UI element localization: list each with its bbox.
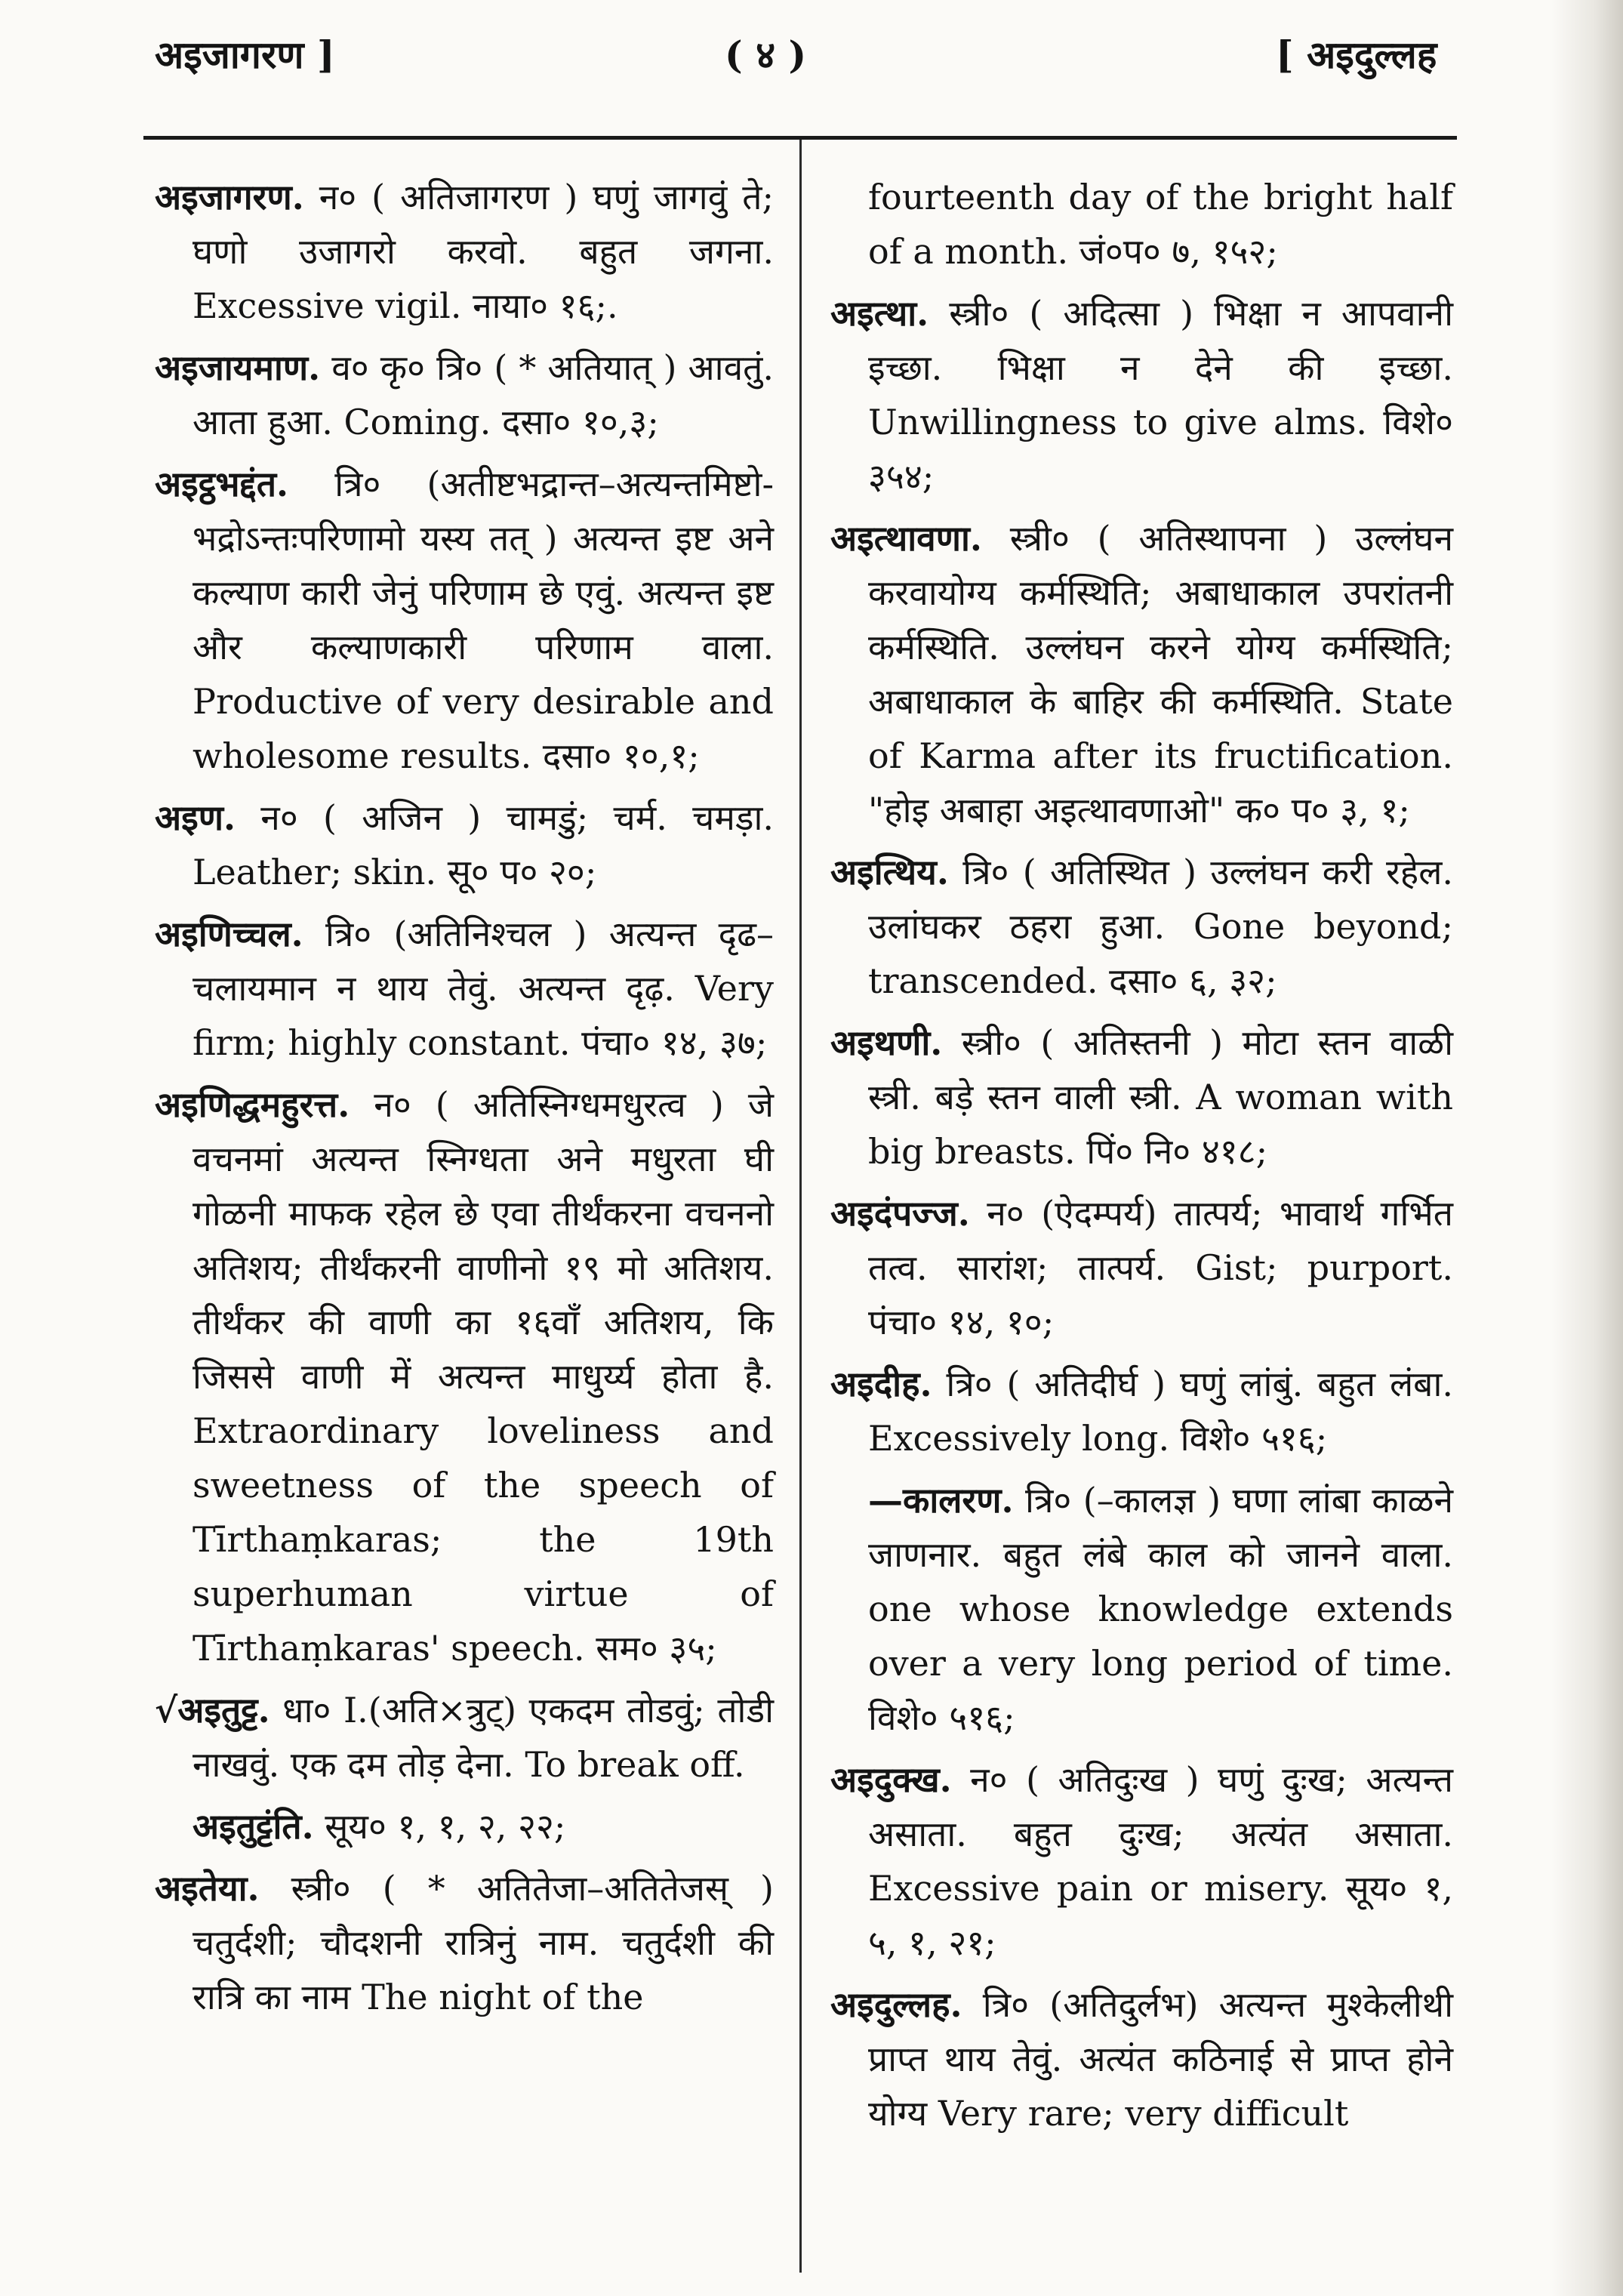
headword: अइत्थिय.: [830, 852, 949, 892]
definition: न० ( अतिदुःख ) घणुं दुःख; अत्यन्त असाता. बहुत दुःख; अत्यंत असाता. Excessive pain or misery. सूय० १, ५, १, २१;: [868, 1759, 1453, 1963]
definition: त्रि० ( अतिदीर्घ ) घणुं लांबुं. बहुत लंबा. Excessively long. विशे० ५१६;: [868, 1364, 1453, 1459]
definition: स्त्री० ( अतिस्थापना ) उल्लंघन करवायोग्य कर्मस्थिति; अबाधाकाल उपरांतनी कर्मस्थिति. उल्लंघन करने योग्य कर्मस्थिति; अबाधाकाल के बाहिर की कर्मस्थिति. State of Karma after its fructification. "होइ अबाहा अइत्थावणाओ" क० प० ३, १;: [868, 518, 1453, 831]
definition: स्त्री० ( अतिस्तनी ) मोटा स्तन वाळी स्त्री. बड़े स्तन वाली स्त्री. A woman with big breasts. पिं० नि० ४१८;: [868, 1022, 1453, 1172]
definition: न० (ऐदम्पर्य) तात्पर्य; भावार्थ गर्भित तत्व. सारांश; तात्पर्य. Gist; purport. पंचा० १४, १०;: [868, 1193, 1453, 1342]
headword: अइतुट्टंति.: [192, 1806, 314, 1847]
dictionary-entry: [155, 341, 774, 449]
definition: स्त्री० ( अदित्सा ) भिक्षा न आपवानी इच्छा. भिक्षा न देने की इच्छा. Unwillingness to give alms. विशे० ३५४;: [868, 293, 1453, 497]
dictionary-entry: [155, 1077, 774, 1675]
left-column: [155, 170, 774, 2032]
dictionary-subentry: [830, 1473, 1453, 1745]
entry-continuation: [830, 170, 1453, 279]
definition: fourteenth day of the bright half of a month. जं०प० ७, १५२;: [868, 177, 1453, 272]
definition: त्रि० (अतीष्टभद्रान्त–अत्यन्तमिष्टो-भद्रोऽन्तःपरिणामो यस्य तत् ) अत्यन्त इष्ट अने कल्याण कारी जेनुं परिणाम छे एवुं. अत्यन्त इष्ट और कल्याणकारी परिणाम वाला. Productive of very desirable and wholesome results. दसा० १०,१;: [192, 464, 774, 776]
definition: त्रि० (अतिनिश्चल ) अत्यन्त दृढ– चलायमान न थाय तेवुं. अत्यन्त दृढ़. Very firm; highly constant. पंचा० १४, ३७;: [192, 914, 774, 1063]
dictionary-entry: [830, 1357, 1453, 1465]
headword: अइत्थावणा.: [830, 518, 982, 559]
definition: स्त्री० ( * अतितेजा–अतितेजस् ) चतुर्दशी; चौदशनी रात्रिनुं नाम. चतुर्दशी की रात्रि का नाम The night of the: [192, 1868, 774, 2017]
headword: अइणिद्धमहुरत्त.: [155, 1084, 350, 1125]
definition: त्रि० ( अतिस्थित ) उल्लंघन करी रहेल. उलांघकर ठहरा हुआ. Gone beyond; transcended. दसा० ६, ३२;: [868, 852, 1453, 1001]
headword: अइजागरण.: [155, 177, 304, 217]
headword: अइदीह.: [830, 1364, 932, 1404]
headword: अइतेया.: [155, 1868, 260, 1909]
check-mark-icon: √: [155, 1690, 178, 1730]
dictionary-entry: [830, 1752, 1453, 1970]
headword: अइणिच्चल.: [155, 914, 303, 954]
dictionary-entry: [830, 1977, 1453, 2140]
headword: अइट्ठभद्दंत.: [155, 464, 289, 504]
dictionary-entry: [830, 1186, 1453, 1349]
headword: अइण.: [155, 797, 236, 838]
definition: न० ( अजिन ) चामडुं; चर्म. चमड़ा. Leather; skin. सू० प० २०;: [192, 797, 774, 892]
definition: न० ( अतिस्निग्धमधुरत्व ) जे वचनमां अत्यन्त स्निग्धता अने मधुरता घी गोळनी माफक रहेल छे एवा तीर्थंकरना वचननो अतिशय; तीर्थंकरनी वाणीनो १९ मो अतिशय. तीर्थंकर की वाणी का १६वाँ अतिशय, कि जिससे वाणी में अत्यन्त माधुर्य्य होता है. Extraordinary loveliness and sweetness of the speech of Tīrthaṃkaras; the 19th superhuman virtue of Tīrthaṃkaras' speech. सम० ३५;: [192, 1084, 774, 1669]
dictionary-entry: [155, 907, 774, 1070]
dictionary-entry: [155, 170, 774, 333]
running-head-left: अइजागरण ]: [155, 32, 335, 77]
headword: अइदुक्ख.: [830, 1759, 952, 1800]
definition: त्रि० (–कालज्ञ ) घणा लांबा काळने जाणनार. बहुत लंबे काल को जानने वाला. one whose knowledge extends over a very long period of time. विशे० ५१६;: [868, 1480, 1453, 1738]
dictionary-entry: [155, 1683, 774, 1792]
dictionary-entry: [155, 791, 774, 899]
headword: अइत्था.: [830, 293, 929, 334]
headword: अइदुल्लह.: [830, 1984, 962, 2025]
headword: अइजायमाण.: [155, 347, 321, 388]
dictionary-subentry: [155, 1799, 774, 1854]
column-divider: [799, 140, 802, 2273]
running-head-right: [ अइदुल्लह: [1276, 32, 1437, 77]
right-column: [830, 170, 1453, 2148]
definition: सूय० १, १, २, २२;: [313, 1806, 566, 1847]
dictionary-entry: [830, 511, 1453, 837]
headword: अइतुट्ट.: [177, 1690, 270, 1730]
headword: —कालरण.: [868, 1480, 1014, 1521]
headword: अइदंपज्ज.: [830, 1193, 970, 1234]
definition: न० ( अतिजागरण ) घणुं जागवुं ते; घणो उजागरो करवो. बहुत जगना. Excessive vigil. नाया० १६;.: [192, 177, 774, 326]
dictionary-entry: [155, 457, 774, 783]
headword: अइथणी.: [830, 1022, 943, 1063]
dictionary-entry: [830, 845, 1453, 1008]
dictionary-entry: [830, 286, 1453, 504]
page-number: ( ४ ): [725, 32, 807, 77]
dictionary-entry: [830, 1015, 1453, 1179]
definition: व० कृ० त्रि० ( * अतियात् ) आवतुं. आता हुआ. Coming. दसा० १०,३;: [192, 347, 774, 442]
definition: त्रि० (अतिदुर्लभ) अत्यन्त मुश्केलीथी प्राप्त थाय तेवुं. अत्यंत कठिनाई से प्राप्त होने योग्य Very rare; very difficult: [868, 1984, 1453, 2134]
dictionary-entry: [155, 1861, 774, 2024]
page-edge-shadow: [1551, 0, 1623, 2296]
definition: धा० I.(अति×त्रुट्) एकदम तोडवुं; तोडी नाखवुं. एक दम तोड़ देना. To break off.: [192, 1690, 774, 1785]
